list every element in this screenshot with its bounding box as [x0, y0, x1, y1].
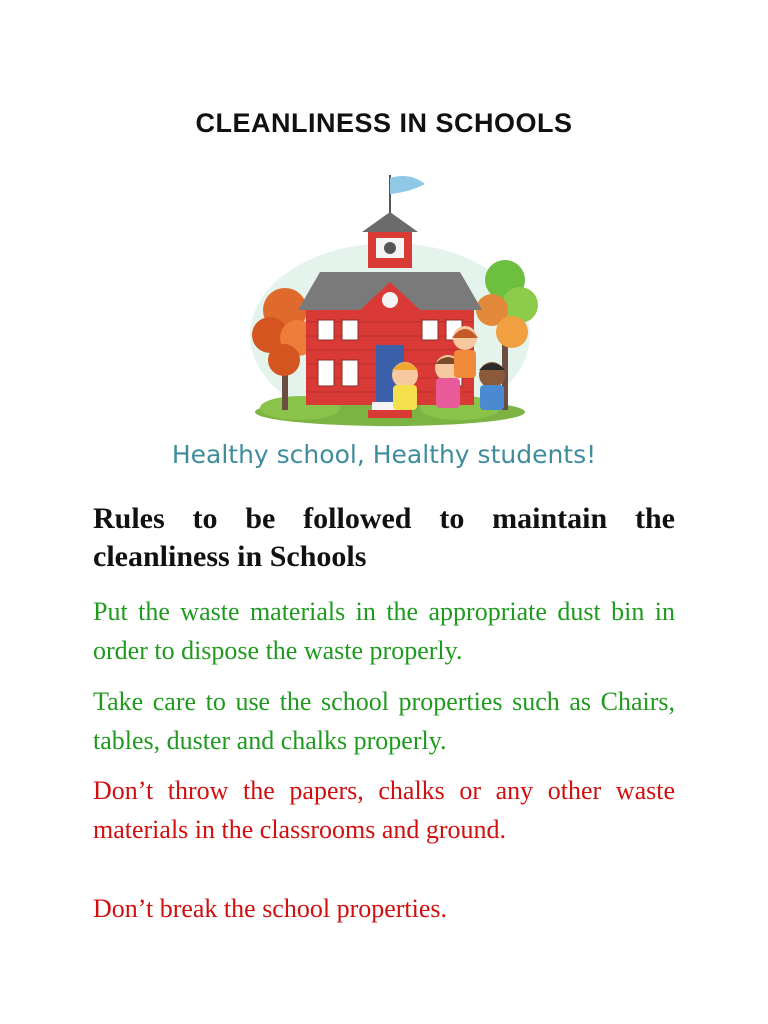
rule-item-2: Take care to use the school properties such as Chairs, tables, duster and chalks properly.: [93, 687, 675, 755]
illustration-caption: Healthy school, Healthy students!: [171, 440, 597, 469]
school-house-illustration: [240, 170, 540, 438]
rule-item-4: Don’t break the school properties.: [93, 894, 448, 923]
rule-item-1: Put the waste materials in the appropriate dust bin in order to dispose the waste properly.: [93, 597, 675, 665]
page-title: CLEANLINESS IN SCHOOLS: [195, 108, 573, 138]
rules-heading: Rules to be followed to maintain the cleanliness in Schools: [93, 502, 675, 573]
rule-item-3: Don’t throw the papers, chalks or any other waste materials in the classrooms and ground.: [93, 776, 675, 844]
